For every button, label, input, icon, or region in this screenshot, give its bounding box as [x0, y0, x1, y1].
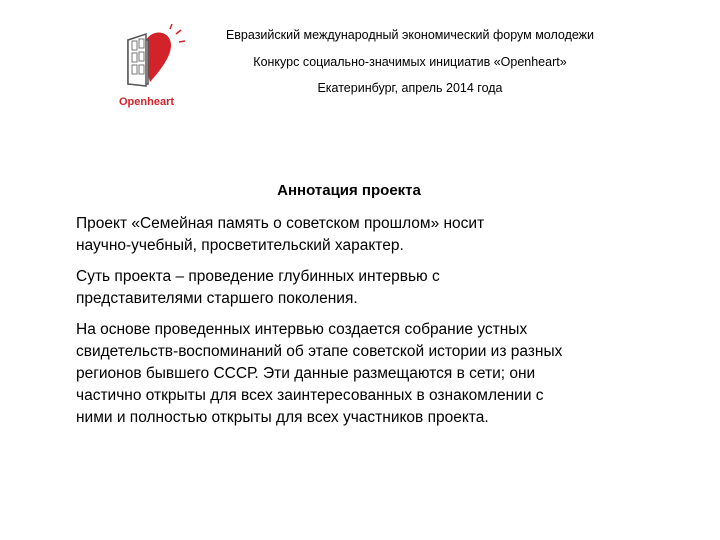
contest-title: Конкурс социально-значимых инициатив «Openheart»	[253, 54, 567, 69]
place-date: Екатеринбург, апрель 2014 года	[317, 81, 503, 95]
paragraph: Суть проекта – проведение глубинных интервью с представителями старшего поколения.	[76, 268, 440, 307]
paragraph: На основе проведенных интервью создается собрание устных свидетельств-воспоминаний об этапе советской истории из разных регионов бывшего СССР. Эти данные размещаются в сети; они частично открыты для всех заинтересованных в ознакомлении с ними и полностью открыты для всех участников проекта.	[76, 321, 563, 426]
paragraph: Проект «Семейная память о советском прошлом» носит научно-учебный, просветительский характер.	[76, 215, 485, 254]
annotation-section	[76, 182, 676, 438]
logo-text: Openheart	[119, 96, 175, 108]
header	[180, 29, 640, 109]
forum-title: Евразийский международный экономический форум молодежи	[225, 28, 595, 42]
annotation-title: Аннотация проекта	[277, 182, 421, 199]
